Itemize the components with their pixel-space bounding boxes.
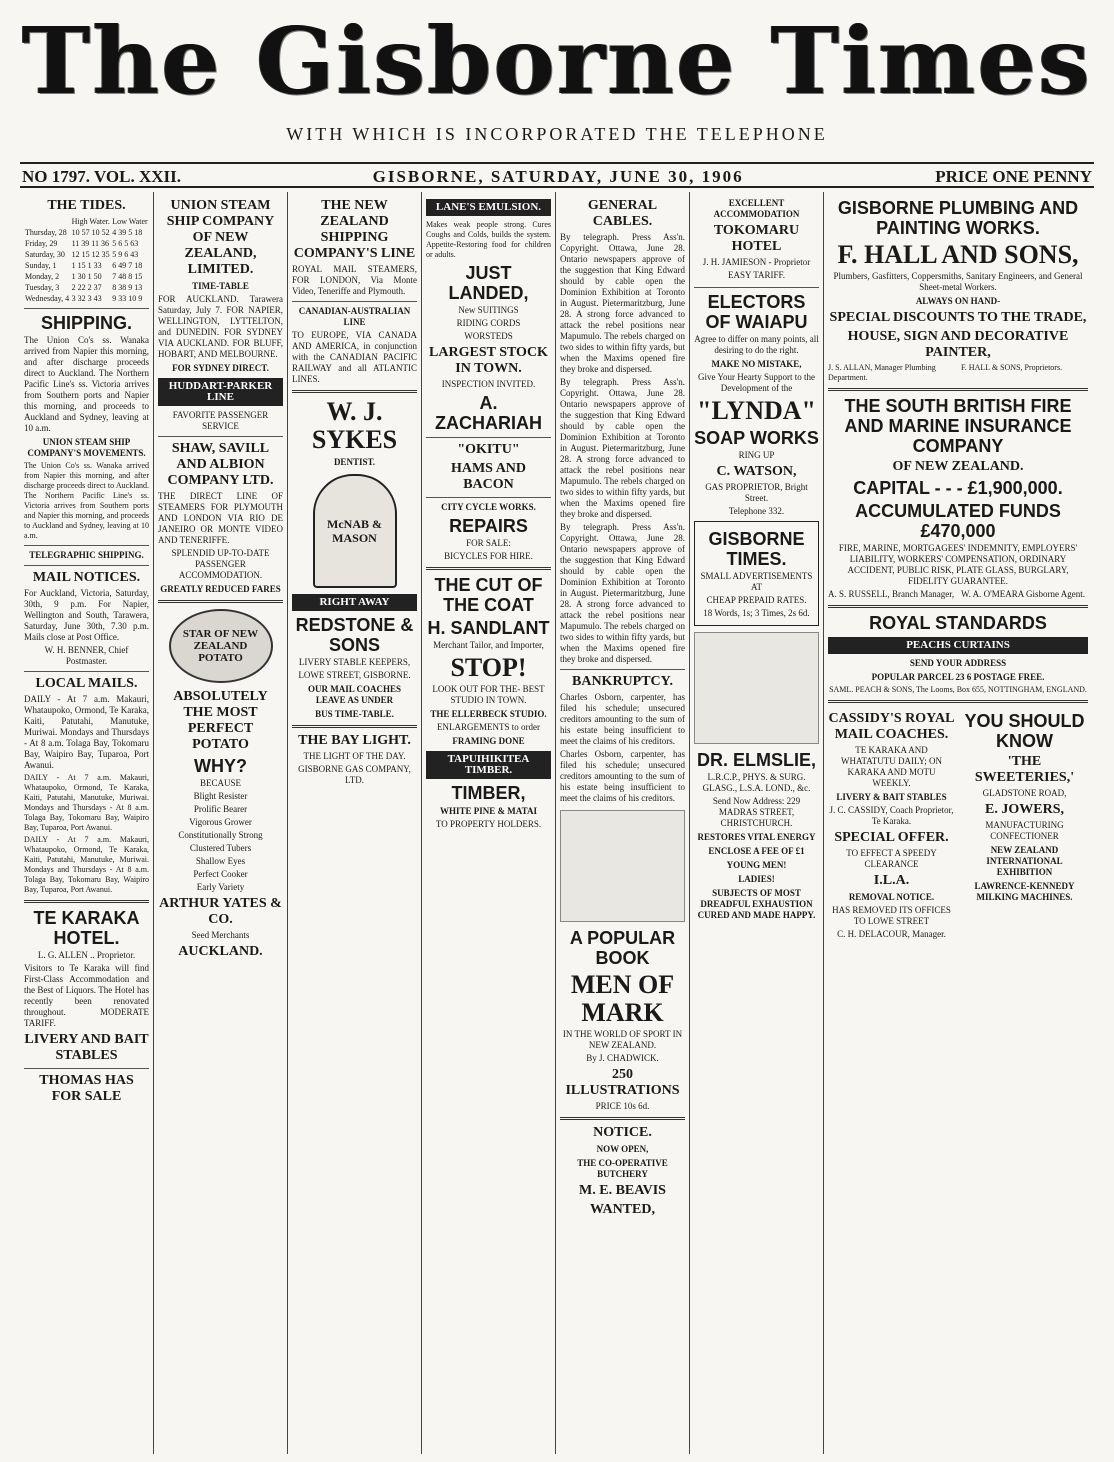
signatures-row xyxy=(828,363,1088,383)
list-item: Perfect Cooker xyxy=(193,869,248,879)
te-karaka-proprietor: L. G. ALLEN .. Proprietor. xyxy=(37,950,136,960)
divider xyxy=(828,700,1088,703)
electors-heading: ELECTORS OF WAIAPU xyxy=(705,292,808,332)
table-cell: 5 9 6 43 xyxy=(112,250,139,259)
table-row xyxy=(24,260,149,271)
just-landed-heading: JUST LANDED, xyxy=(448,263,529,303)
tides-header-cell xyxy=(24,216,71,227)
shaw-savill-text: THE DIRECT LINE OF STEAMERS FOR PLYMOUTH AND LONDON VIA RIO DE JANEIRO OR MONTE VIDEO AND TENERIFFE. xyxy=(158,491,283,545)
sydney-direct-heading: FOR SYDNEY DIRECT. xyxy=(172,363,269,373)
table-cell: Saturday, 30 xyxy=(25,250,65,259)
sweeteries-heading: 'THE SWEETERIES,' xyxy=(974,754,1075,785)
telephone-number: Telephone 332. xyxy=(728,506,785,516)
table-cell: 2 22 2 37 xyxy=(71,283,102,292)
enlargements: ENLARGEMENTS to order xyxy=(437,722,540,732)
table-row xyxy=(24,282,149,293)
now-open: NOW OPEN, xyxy=(596,1144,649,1154)
bankruptcy-text: Charles Osborn, carpenter, has filed his schedule; unsecured creditors amounting to the sum of his estate being insufficient to meet the claims of his creditors. xyxy=(560,692,685,746)
nude-figure-illustration xyxy=(694,632,819,744)
cassidy-route: TE KARAKA AND WHATATUTU DAILY; ON KARAKA AND MOTU WEEKLY. xyxy=(840,745,943,788)
gisborne-times-heading: GISBORNE TIMES. xyxy=(708,529,805,569)
divider xyxy=(828,605,1088,608)
nz-shipping-text: ROYAL MAIL STEAMERS, FOR LONDON, Via Monte Video, Teneriffe and Plymouth. xyxy=(292,264,417,296)
table-cell: 7 48 8 15 xyxy=(112,272,143,281)
local-mails-text-more: DAILY - At 7 a.m. Makauri, Whataupoko, Ormond, Te Karaka, Kaiti, Patutahi, Manutuke, Muriwai. Mondays and Thursdays - At 8 a.m. Tolaga Bay, Tokomaru Bay, Waipiro Bay, Tuparoa, Port Awanui. xyxy=(24,773,149,832)
mail-coaches: OUR MAIL COACHES LEAVE AS UNDER xyxy=(307,684,401,705)
jowers-sub: MANUFACTURING CONFECTIONER xyxy=(985,820,1064,841)
dateline xyxy=(20,162,1094,188)
divider xyxy=(560,669,685,670)
column-2 xyxy=(154,192,288,1454)
why-heading: WHY? xyxy=(194,756,247,776)
nz-shipping-heading: THE NEW ZEALAND SHIPPING COMPANY'S LINE xyxy=(293,198,416,261)
table-cell: 12 15 12 35 xyxy=(71,250,110,259)
te-karaka-text: Visitors to Te Karaka will find First-Class Accommodation and the Best of Liquors. The Hotel has recently been renovated throughout. MODERATE TARIFF. xyxy=(24,963,149,1028)
divider xyxy=(24,565,149,566)
divider xyxy=(158,436,283,437)
divider xyxy=(828,388,1088,391)
goods-item: WORSTEDS xyxy=(464,331,513,341)
no-mistake: MAKE NO MISTAKE, xyxy=(711,359,802,369)
mcnab-mason-headstone: McNAB & MASON xyxy=(313,474,397,588)
house-sign-painter: HOUSE, SIGN AND DECORATIVE PAINTER, xyxy=(847,329,1069,360)
arthur-yates-heading: ARTHUR YATES & CO. xyxy=(159,896,282,927)
issue-number: NO 1797. VOL. XXII. xyxy=(22,167,181,186)
soap-works: SOAP WORKS xyxy=(694,428,819,448)
price: PRICE ONE PENNY xyxy=(935,167,1092,186)
table-cell: 3 32 3 43 xyxy=(71,294,102,303)
best-studio: LOOK OUT FOR THE- BEST STUDIO IN TOWN. xyxy=(432,684,545,705)
table-cell: Monday, 2 xyxy=(25,272,60,281)
divider xyxy=(24,545,149,546)
cut-of-coat-heading: THE CUT OF THE COAT xyxy=(434,575,543,615)
popular-book-heading: A POPULAR BOOK xyxy=(569,928,676,968)
plumbing-heading: GISBORNE PLUMBING AND PAINTING WORKS. xyxy=(837,198,1079,238)
divider xyxy=(158,600,283,603)
tokomaru-hotel-heading: TOKOMARU HOTEL xyxy=(713,223,800,254)
give-support: Give Your Hearty Support to the Development of the xyxy=(698,372,815,393)
insurance-lines: FIRE, MARINE, MORTGAGEES' INDEMNITY, EMPLOYERS' LIABILITY, WORKERS' COMPENSATION, ORDINARY ACCIDENT, PUBLIC RISK, PLATE GLASS, BURGLARY, FIDELITY GUARANTEE. xyxy=(838,543,1078,586)
send-address: SEND YOUR ADDRESS xyxy=(909,658,1007,668)
union-company-heading: UNION STEAM SHIP COMPANY OF NEW ZEALAND, LIMITED. xyxy=(166,198,275,277)
beavis-heading: M. E. BEAVIS xyxy=(579,1183,666,1198)
book-price: PRICE 10s 6d. xyxy=(595,1101,650,1111)
union-movements-heading: UNION STEAM SHIP COMPANY'S MOVEMENTS. xyxy=(27,437,146,458)
cassidy-signature: J. C. CASSIDY, Coach Proprietor, Te Karaka. xyxy=(829,805,954,826)
thomas-heading: THOMAS HAS FOR SALE xyxy=(39,1073,134,1104)
table-cell: 10 57 10 52 xyxy=(71,228,110,237)
seed-merchants: Seed Merchants xyxy=(191,930,250,940)
illustrations-count: 250 ILLUSTRATIONS xyxy=(565,1067,680,1098)
table-cell: 6 49 7 18 xyxy=(112,261,143,270)
local-mails-text: DAILY - At 7 a.m. Makauri, Whataupoko, Ormond, Te Karaka, Kaiti, Patutahi, Manutuke, Muriwai. Mondays and Thursdays - At 8 a.m. Tolaga Bay, Tokomaru Bay, Waipiro Bay, Tuparoa, Port Awanui. xyxy=(24,694,149,770)
mail-notices-text: For Auckland, Victoria, Saturday, 30th, 9 p.m. For Napier, Wellington and South, Tarawera, Saturday, June 30th, 7.30 p.m. Mails close at Post Office. xyxy=(24,588,149,642)
subjects: SUBJECTS OF MOST DREADFUL EXHAUSTION CURED AND MADE HAPPY. xyxy=(697,888,816,920)
livery-bait: LIVERY & BAIT STABLES xyxy=(836,792,947,802)
list-item: Shallow Eyes xyxy=(195,856,246,866)
elmslie-sub: L.R.C.P., PHYS. & SURG. GLASG., L.S.A. LOND., &c. xyxy=(702,772,811,793)
for-sale-label: FOR SALE: xyxy=(466,538,511,548)
lower-ad-row xyxy=(828,708,1088,942)
local-mails-text-more: DAILY - At 7 a.m. Makauri, Whataupoko, Ormond, Te Karaka, Kaiti, Patutahi, Manutuke, Muriwai. Mondays and Thursdays - At 8 a.m. Tolaga Bay, Tokomaru Bay, Waipiro Bay, Tuparoa, Port Awanui. xyxy=(24,835,149,894)
omeara-signature: W. A. O'MEARA Gisborne Agent. xyxy=(961,589,1086,599)
dentist-label: DENTIST. xyxy=(333,457,376,467)
small-ads-label: SMALL ADVERTISEMENTS AT xyxy=(700,571,813,592)
lanes-emulsion-heading: LANE'S EMULSION. xyxy=(426,199,551,216)
tokomaru-hotel-ad xyxy=(694,195,819,283)
column-1 xyxy=(20,192,154,1454)
accumulated-funds: ACCUMULATED FUNDS £470,000 xyxy=(855,501,1061,541)
zachariah-heading: A. ZACHARIAH xyxy=(435,393,542,433)
divider xyxy=(426,497,551,498)
enclose-fee: ENCLOSE A FEE OF £1 xyxy=(708,846,805,856)
of-new-zealand: OF NEW ZEALAND. xyxy=(892,459,1024,474)
ladies: LADIES! xyxy=(738,874,775,884)
sweeteries-ad xyxy=(961,708,1088,942)
shipping-text: The Union Co's ss. Wanaka arrived from Napier this morning, and after discharge proceeds direct to Auckland. The Northern Pacific Line's ss. Victoria arrives from Southern ports and Napier this morning, and proceeds to Auckland and Sydney, leaving at 10 a.m. xyxy=(24,335,149,433)
exhibition: NEW ZEALAND INTERNATIONAL EXHIBITION xyxy=(986,845,1063,877)
splendid-accommodation: SPLENDID UP-TO-DATE PASSENGER ACCOMMODATION. xyxy=(171,548,270,580)
okitu-heading: "OKITU" xyxy=(457,442,520,457)
men-of-mark-heading: MEN OF MARK xyxy=(570,970,675,1027)
small-ads-box xyxy=(694,521,819,626)
timetable-heading: TIME-TABLE xyxy=(192,281,249,291)
sandlant-heading: H. SANDLANT xyxy=(427,618,550,638)
table-cell: Sunday, 1 xyxy=(25,261,57,270)
because-label: BECAUSE xyxy=(199,778,241,788)
restores-energy: RESTORES VITAL ENERGY xyxy=(697,832,816,842)
gladstone-road: GLADSTONE ROAD, xyxy=(982,788,1067,798)
table-cell: Thursday, 28 xyxy=(25,228,67,237)
list-item: Constitutionally Strong xyxy=(178,830,263,840)
cassidys-heading: CASSIDY'S ROYAL MAIL COACHES. xyxy=(828,711,955,742)
sandlant-sub: Merchant Tailor, and Importer, xyxy=(433,640,544,650)
newspaper-title: The Gisborne Times xyxy=(22,7,1092,115)
ellerbeck-studio: THE ELLERBECK STUDIO. xyxy=(430,709,547,719)
place-date: GISBORNE, SATURDAY, JUNE 30, 1906 xyxy=(372,167,744,186)
list-item: Clustered Tubers xyxy=(189,843,252,853)
russell-signature: A. S. RUSSELL, Branch Manager, xyxy=(828,589,955,599)
auckland-label: AUCKLAND. xyxy=(178,944,263,959)
book-author: By J. CHADWICK. xyxy=(586,1053,659,1063)
local-mails-heading: LOCAL MAILS. xyxy=(35,676,138,691)
tides-header-cell: High Water. xyxy=(71,217,110,226)
table-row xyxy=(24,227,149,238)
popular-parcel: POPULAR PARCEL 23 6 POSTAGE FREE. xyxy=(871,672,1045,682)
te-karaka-hotel-heading: TE KARAKA HOTEL. xyxy=(33,908,140,948)
general-cables-heading: GENERAL CABLES. xyxy=(587,198,658,229)
table-cell: 1 30 1 50 xyxy=(71,272,102,281)
framing-done: FRAMING DONE xyxy=(452,736,525,746)
ila-heading: I.L.A. xyxy=(873,873,910,888)
inspection-invited: INSPECTION INVITED. xyxy=(441,379,536,389)
notice-heading: NOTICE. xyxy=(593,1125,652,1140)
timber-heading: TIMBER, xyxy=(451,783,526,803)
telegraphic-heading: TELEGRAPHIC SHIPPING. xyxy=(29,550,144,560)
upper-ad-row xyxy=(694,195,819,283)
table-cell: Tuesday, 3 xyxy=(25,283,60,292)
table-cell: Friday, 29 xyxy=(25,239,58,248)
white-pine-matai: WHITE PINE & MATAI xyxy=(440,806,537,816)
capital: CAPITAL - - - £1,900,000. xyxy=(853,478,1063,498)
shipping-heading: SHIPPING. xyxy=(40,313,133,333)
property-holders: TO PROPERTY HOLDERS. xyxy=(435,819,542,829)
list-item: Prolific Bearer xyxy=(193,804,248,814)
tides-heading: THE TIDES. xyxy=(47,198,126,213)
elmslie-address: Send Now Address: 229 MADRAS STREET, CHRISTCHURCH. xyxy=(712,796,801,828)
hall-sons-heading: F. HALL AND SONS, xyxy=(837,240,1079,269)
tapuihikitea-heading: TAPUIHIKITEA TIMBER. xyxy=(426,751,551,779)
you-should-know: YOU SHOULD KNOW xyxy=(964,711,1085,751)
sykes-heading: W. J. SYKES xyxy=(311,397,398,454)
largest-stock: LARGEST STOCK IN TOWN. xyxy=(429,345,548,376)
tides-header-cell: Low Water xyxy=(112,217,148,226)
divider xyxy=(292,301,417,302)
livery-heading: LIVERY AND BAIT STABLES xyxy=(24,1032,149,1063)
newspaper-subtitle: WITH WHICH IS INCORPORATED THE TELEPHONE xyxy=(286,124,828,144)
right-away-heading: RIGHT AWAY xyxy=(292,594,417,611)
column-6 xyxy=(690,192,824,1454)
table-row xyxy=(24,293,149,304)
table-cell: 9 33 10 9 xyxy=(112,294,143,303)
always-on-hand: ALWAYS ON HAND- xyxy=(915,296,1001,306)
lynda-heading: "LYNDA" xyxy=(697,396,816,425)
huddart-parker-heading: HUDDART-PARKER LINE xyxy=(158,378,283,406)
ad-rates: 18 Words, 1s; 3 Times, 2s 6d. xyxy=(703,608,810,618)
mail-notices-heading: MAIL NOTICES. xyxy=(32,570,141,585)
removed-to: HAS REMOVED ITS OFFICES TO LOWE STREET xyxy=(832,905,951,926)
potato-reasons-list xyxy=(158,791,283,893)
shaw-savill-heading: SHAW, SAVILL AND ALBION COMPANY LTD. xyxy=(167,441,274,488)
royal-standards-heading: ROYAL STANDARDS xyxy=(869,613,1047,633)
canadian-australian-heading: CANADIAN-AUSTRALIAN LINE xyxy=(298,306,411,327)
redstone-heading: REDSTONE & SONS xyxy=(295,615,414,655)
removal-notice: REMOVAL NOTICE. xyxy=(848,892,935,902)
gas-company: GISBORNE GAS COMPANY, LTD. xyxy=(298,764,411,785)
peach-signature: SAML. PEACH & SONS, The Looms, Box 655, NOTTINGHAM, ENGLAND. xyxy=(829,685,1087,694)
lanes-emulsion-text: Makes weak people strong. Cures Coughs and Colds, builds the system. Appetite-Restoring food for children or adults. xyxy=(426,220,551,259)
divider xyxy=(24,1068,149,1069)
jowers-heading: E. JOWERS, xyxy=(985,802,1064,817)
bay-light-sub: THE LIGHT OF THE DAY. xyxy=(303,751,406,761)
easy-tariff: EASY TARIFF. xyxy=(727,270,786,280)
list-item: Vigorous Grower xyxy=(189,817,252,827)
ring-up: RING UP xyxy=(738,450,775,460)
column-4 xyxy=(422,192,556,1454)
table-cell: 4 39 5 18 xyxy=(112,228,143,237)
wanted-heading: WANTED, xyxy=(590,1202,655,1217)
huddart-sub: FAVORITE PASSENGER SERVICE xyxy=(172,410,269,431)
masthead xyxy=(20,6,1094,156)
redstone-address: LOWE STREET, GISBORNE. xyxy=(298,670,411,680)
table-row xyxy=(24,271,149,282)
tides-table xyxy=(24,216,149,304)
south-british-heading: THE SOUTH BRITISH FIRE AND MARINE INSURANCE COMPANY xyxy=(844,396,1072,456)
canadian-australian-text: TO EUROPE, VIA CANADA AND AMERICA, in conjunction with the CANADIAN PACIFIC RAILWAY and all ATLANTIC LINES. xyxy=(292,330,417,384)
jamieson-proprietor: J. H. JAMIESON - Proprietor xyxy=(702,257,811,267)
bankruptcy-text-continued: Charles Osborn, carpenter, has filed his schedule; unsecured creditors amounting to the sum of his estate being insufficient to meet the claims of his creditors. xyxy=(560,749,685,803)
potato-heading: ABSOLUTELY THE MOST PERFECT POTATO xyxy=(173,689,268,752)
column-3 xyxy=(288,192,422,1454)
timetable-text: FOR AUCKLAND. Tarawera Saturday, July 7. FOR NAPIER, WELLINGTON, LYTTELTON, and DUNEDIN. FOR SYDNEY VIA AUCKLAND. FOR BLUFF, HOBART, AND MELBOURNE. xyxy=(158,294,283,359)
coop-butchery: THE CO-OPERATIVE BUTCHERY xyxy=(577,1158,668,1179)
divider xyxy=(426,437,551,438)
table-cell: 11 39 11 36 xyxy=(71,239,109,248)
tides-header-row xyxy=(24,216,149,227)
divider xyxy=(292,725,417,728)
column-7 xyxy=(824,192,1092,1454)
divider xyxy=(292,390,417,393)
elmslie-heading: DR. ELMSLIE, xyxy=(696,750,816,770)
goods-item: New SUITINGS xyxy=(458,305,519,315)
divider xyxy=(694,287,819,288)
reduced-fares: GREATLY REDUCED FARES xyxy=(160,584,281,594)
divider xyxy=(24,308,149,309)
list-item: Early Variety xyxy=(196,882,245,892)
table-row xyxy=(24,238,149,249)
world-of-sport: IN THE WORLD OF SPORT IN NEW ZEALAND. xyxy=(562,1029,683,1050)
excellent-accommodation: EXCELLENT ACCOMMODATION xyxy=(713,198,800,219)
cables-text: By telegraph. Press Ass'n. Copyright. Ottawa, June 28. Ontario newspapers approve of the suggestion that King Edward should by cable open the Dominion Exhibition at Toronto in August. Pietermaritzburg, June 28. A strong force advanced to attack the rebel positions near Mapumulo. The rebels charged on two sides to within fifty yards, but when the Maxims opened fire they broke and dispersed. xyxy=(560,232,685,374)
table-cell: 8 38 9 13 xyxy=(112,283,143,292)
bankruptcy-heading: BANKRUPTCY. xyxy=(572,674,673,689)
cables-text-continued: By telegraph. Press Ass'n. Copyright. Ottawa, June 28. Ontario newspapers approve of the suggestion that King Edward should by cable open the Dominion Exhibition at Toronto in August. Pietermaritzburg, June 28. A strong force advanced to attack the rebel positions near Mapumulo. The rebels charged on two sides to within fifty yards, but when the Maxims opened fire they broke and dispersed. xyxy=(560,377,685,519)
young-men: YOUNG MEN! xyxy=(726,860,787,870)
watson-heading: C. WATSON, xyxy=(716,464,797,479)
divider xyxy=(24,671,149,672)
cycles-hire: BICYCLES FOR HIRE. xyxy=(444,551,533,561)
watson-sub: GAS PROPRIETOR, Bright Street. xyxy=(705,482,808,503)
bus-timetable-heading: BUS TIME-TABLE. xyxy=(315,709,394,719)
allan-signature: J. S. ALLAN, Manager Plumbing Department. xyxy=(828,363,936,382)
union-movements-text: The Union Co's ss. Wanaka arrived from Napier this morning, and after discharge proceeds direct to Auckland. The Northern Pacific Line's ss. Victoria arrives from Southern ports and Napier this morning, and proceeds to Auckland and Sydney, leaving at 10 a.m. xyxy=(24,461,149,540)
trade-discounts: SPECIAL DISCOUNTS TO THE TRADE, xyxy=(829,310,1087,325)
lawrence-kennedy: LAWRENCE-KENNEDY MILKING MACHINES. xyxy=(974,881,1075,902)
special-offer-heading: SPECIAL OFFER. xyxy=(834,830,949,845)
cables-text-continued: By telegraph. Press Ass'n. Copyright. Ottawa, June 28. Ontario newspapers approve of the suggestion that King Edward should by cable open the Dominion Exhibition at Toronto in August. Pietermaritzburg, June 28. A strong force advanced to attack the rebel positions near Mapumulo. The rebels charged on two sides to within fifty yards, but when the Maxims opened fire they broke and dispersed. xyxy=(560,522,685,664)
stop-heading: STOP! xyxy=(450,653,527,682)
bay-light-heading: THE BAY LIGHT. xyxy=(298,733,411,748)
page-columns xyxy=(20,192,1094,1454)
electors-text: Agree to differ on many points, all desiring to do the right. xyxy=(694,334,819,355)
column-5 xyxy=(556,192,690,1454)
delacour-signature: C. H. DELACOUR, Manager. xyxy=(837,929,946,939)
divider xyxy=(426,567,551,570)
table-cell: 5 6 5 63 xyxy=(112,239,139,248)
divider xyxy=(24,900,149,903)
cassidy-ad xyxy=(828,708,955,942)
postmaster-signature: W. H. BENNER, Chief Postmaster. xyxy=(44,645,129,666)
table-cell: Wednesday, 4 xyxy=(25,294,70,303)
repairs-heading: REPAIRS xyxy=(449,516,528,536)
list-item: Blight Resister xyxy=(193,791,248,801)
sporting-figure-illustration xyxy=(560,810,685,922)
insurance-signatures xyxy=(828,589,1088,600)
cheap-rates: CHEAP PREPAID RATES. xyxy=(706,595,807,605)
hall-signature: F. HALL & SONS, Proprietors. xyxy=(961,363,1063,372)
table-row xyxy=(24,249,149,260)
divider xyxy=(560,1117,685,1120)
goods-item: RIDING CORDS xyxy=(456,318,521,328)
city-cycle-heading: CITY CYCLE WORKS. xyxy=(441,502,536,512)
hall-sub: Plumbers, Gasfitters, Coppersmiths, Sanitary Engineers, and General Sheet-metal Workers. xyxy=(833,271,1083,292)
redstone-sub: LIVERY STABLE KEEPERS, xyxy=(298,657,411,667)
hams-bacon: HAMS AND BACON xyxy=(450,461,527,492)
star-of-nz-seal: STAR OF NEW ZEALAND POTATO xyxy=(169,609,273,683)
clearance: TO EFFECT A SPEEDY CLEARANCE xyxy=(846,848,937,869)
table-cell: 1 15 1 33 xyxy=(71,261,102,270)
peach-curtains-heading: PEACHS CURTAINS xyxy=(828,637,1088,654)
